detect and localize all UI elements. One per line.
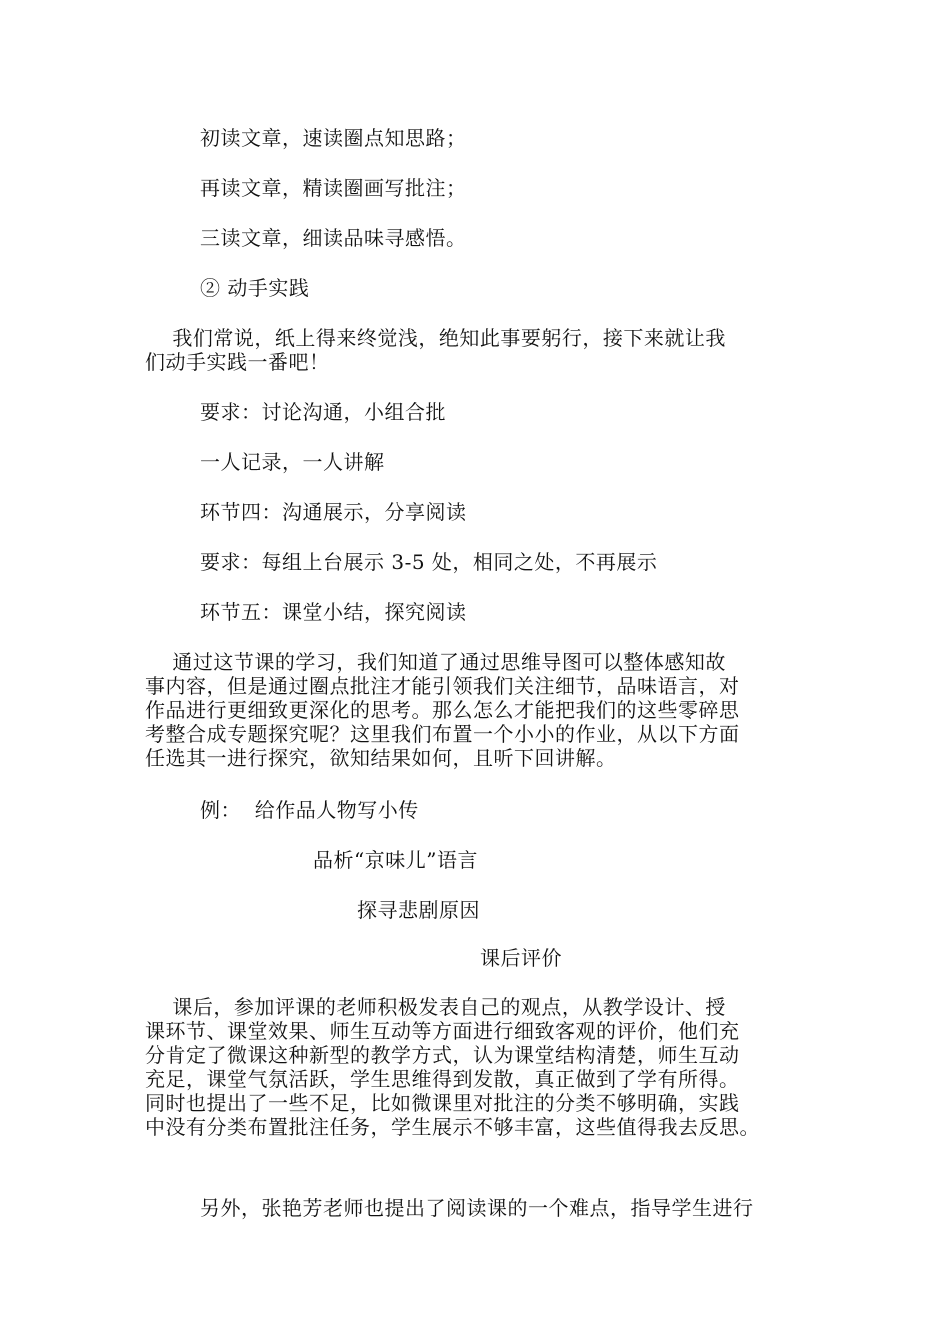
requirement-discussion: 要求：讨论沟通，小组合批 [200, 400, 446, 424]
text-line: 考整合成专题探究呢？这里我们布置一个小小的作业，从以下方面 [145, 722, 740, 746]
example-language-analysis: 品析“京味儿”语言 [313, 848, 478, 872]
review-paragraph [145, 995, 810, 1139]
reading-step-1: 初读文章，速读圈点知思路； [200, 126, 467, 150]
section-hands-on-practice: ② 动手实践 [200, 276, 310, 300]
text-line: 课后，参加评课的老师积极发表自己的观点，从教学设计、授 [145, 995, 726, 1019]
text-line: 我们常说，纸上得来终觉浅，绝知此事要躬行，接下来就让我 [145, 326, 726, 350]
example-character-bio: 例： 给作品人物写小传 [200, 798, 419, 822]
text-line: 们动手实践一番吧！ [145, 350, 330, 374]
text-line: 事内容，但是通过圈点批注才能引领我们关注细节，品味语言，对 [145, 674, 740, 698]
stage-four-heading: 环节四：沟通展示，分享阅读 [200, 500, 467, 524]
text-line: 分肯定了微课这种新型的教学方式，认为课堂结构清楚，师生互动 [145, 1043, 740, 1067]
requirement-presentation: 要求：每组上台展示 3-5 处，相同之处，不再展示 [200, 550, 658, 574]
requirement-roles: 一人记录，一人讲解 [200, 450, 385, 474]
stage-five-heading: 环节五：课堂小结，探究阅读 [200, 600, 467, 624]
text-line: 通过这节课的学习，我们知道了通过思维导图可以整体感知故 [145, 650, 726, 674]
example-tragedy-causes: 探寻悲剧原因 [357, 898, 480, 922]
text-line: 同时也提出了一些不足，比如微课里对批注的分类不够明确，实践 [145, 1091, 740, 1115]
text-line: 中没有分类布置批注任务，学生展示不够丰富，这些值得我去反思。 [145, 1115, 760, 1139]
text-line: 课环节、课堂效果、师生互动等方面进行细致客观的评价，他们充 [145, 1019, 740, 1043]
reading-step-2: 再读文章，精读圈画写批注； [200, 176, 467, 200]
summary-paragraph [145, 650, 810, 770]
text-line: 充足，课堂气氛活跃，学生思维得到发散，真正做到了学有所得。 [145, 1067, 740, 1091]
text-line: 任选其一进行探究，欲知结果如何，且听下回讲解。 [145, 746, 617, 770]
practice-paragraph [145, 326, 810, 374]
section-heading-post-class-review: 课后评价 [480, 946, 562, 970]
text-line: 作品进行更细致更深化的思考。那么怎么才能把我们的这些零碎思 [145, 698, 740, 722]
reading-step-3: 三读文章，细读品味寻感悟。 [200, 226, 467, 250]
closing-paragraph-line: 另外，张艳芳老师也提出了阅读课的一个难点，指导学生进行 [200, 1196, 754, 1220]
